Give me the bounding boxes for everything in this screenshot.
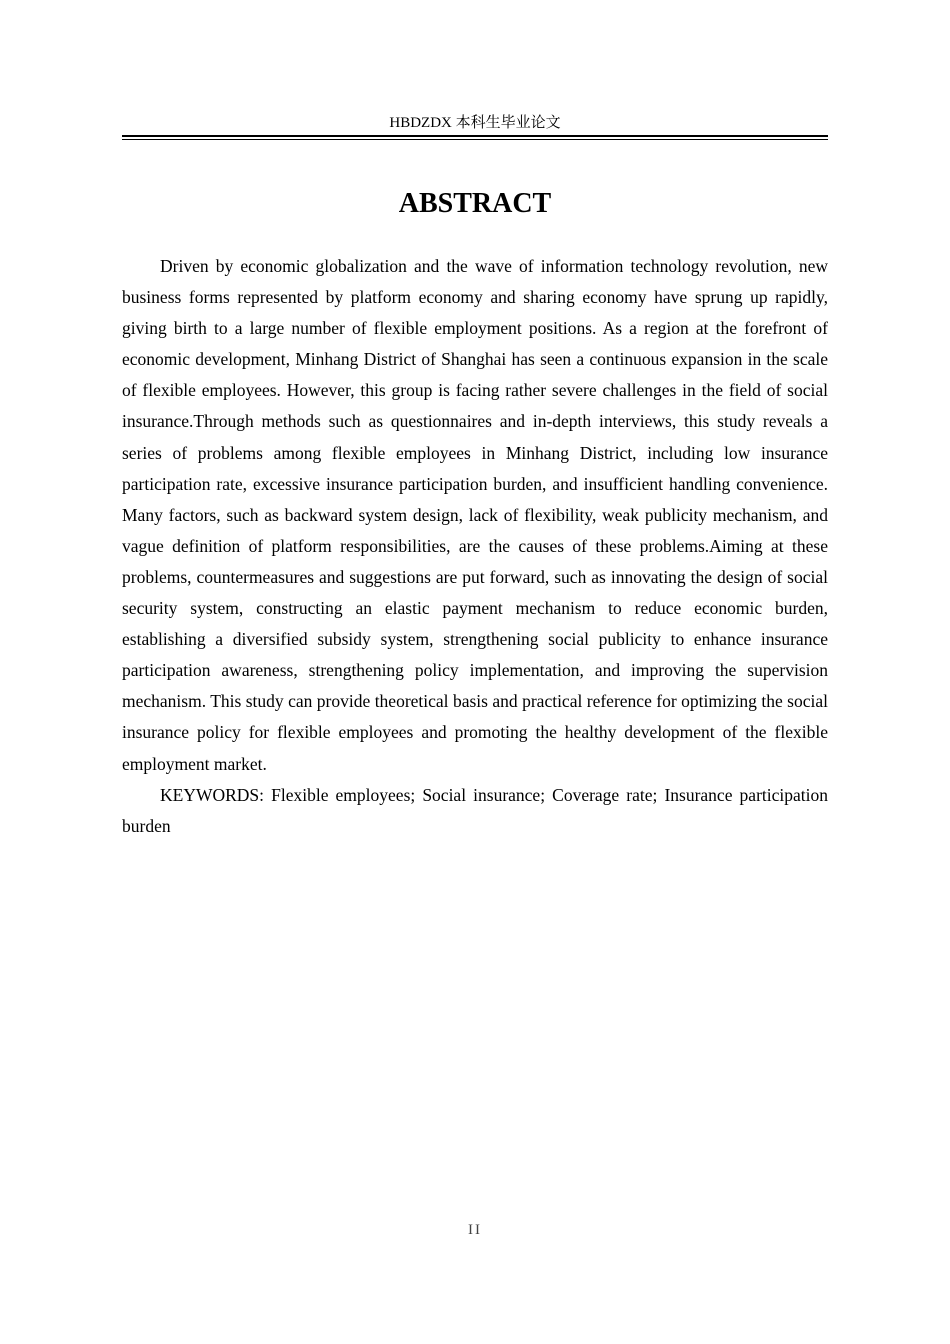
abstract-paragraph: Driven by economic globalization and the wave of information technology revolution, new business forms represented by platform economy and sharing economy have sprung up rapidly, giving birth to a large number of flexible employment positions. As a region at the forefront of economic development, Minhang District of Shanghai has seen a continuous expansion in the scale of flexible employees. However, this group is facing rather severe challenges in the field of social insurance.Through methods such as questionnaires and in-depth interviews, this study reveals a series of problems among flexible employees in Minhang District, including low insurance participation rate, excessive insurance participation burden, and insufficient handling convenience. Many factors, such as backward system design, lack of flexibility, weak publicity mechanism, and vague definition of platform responsibilities, are the causes of these problems.Aiming at these problems, countermeasures and suggestions are put forward, such as innovating the design of social security system, constructing an elastic payment mechanism to reduce economic burden, establishing a diversified subsidy system, strengthening social publicity to enhance insurance participation awareness, strengthening policy implementation, and improving the supervision mechanism. This study can provide theoretical basis and practical reference for optimizing the social insurance policy for flexible employees and promoting the healthy development of the flexible employment market. — [122, 256, 828, 774]
page-number: II — [468, 1222, 482, 1238]
running-header: HBDZDX 本科生毕业论文 — [389, 115, 561, 131]
abstract-title: ABSTRACT — [398, 188, 552, 219]
header-rule-thick — [122, 135, 828, 137]
keywords-paragraph: KEYWORDS: Flexible employees; Social insurance; Coverage rate; Insurance participation burden — [122, 784, 828, 836]
header-rule-thin — [122, 139, 828, 140]
abstract-section — [122, 251, 828, 842]
